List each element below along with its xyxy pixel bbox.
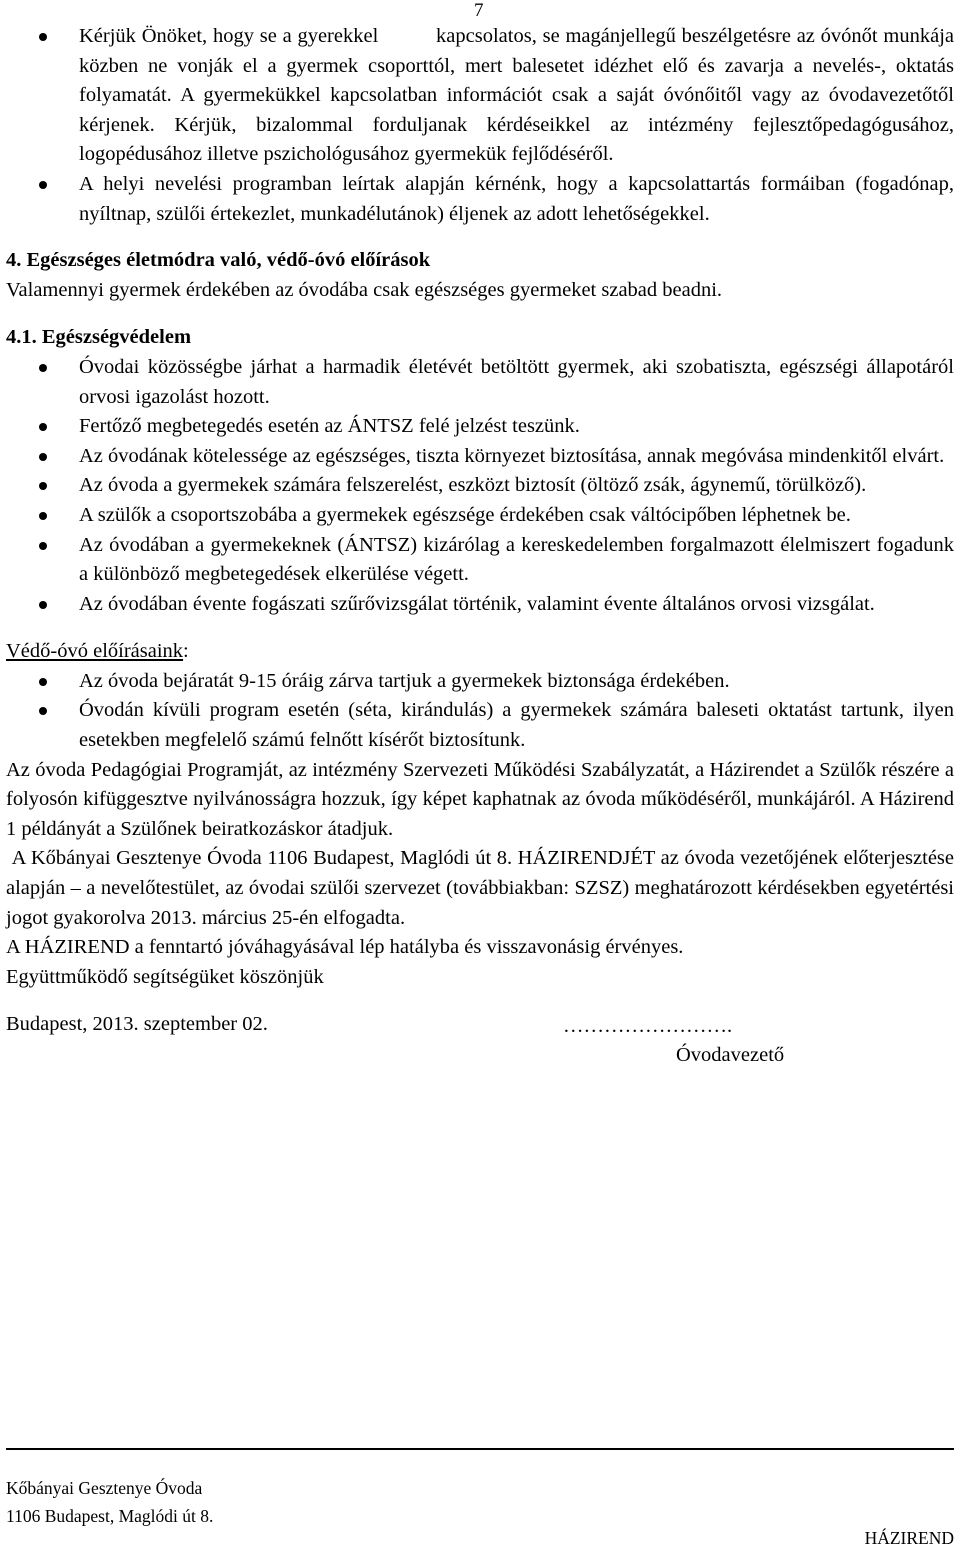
list-item: Az óvodának kötelessége az egészséges, tiszta környezet biztosítása, annak megóvása mindenkitől elvárt. xyxy=(6,442,954,472)
list-item: Fertőző megbetegedés esetén az ÁNTSZ felé jelzést teszünk. xyxy=(6,412,954,442)
section-4-heading: 4. Egészséges életmódra való, védő-óvó előírások xyxy=(6,249,431,272)
signature-block xyxy=(6,1010,954,1072)
safety-bullet-list xyxy=(6,667,954,756)
list-item: Az óvoda a gyermekek számára felszerelést, eszközt biztosít (öltöző zsák, ágynemű, törülköző). xyxy=(6,471,954,501)
list-item: Kérjük Önöket, hogy se a gyerekkel kapcsolatos, se magánjellegű beszélgetésre az óvónőt munkája közben ne vonják el a gyermek csoporttól, mert balesetet idézhet elő és zavarja a nevelés-, oktatás folyamatát. A gyermekükkel kapcsolatban információt csak a saját óvónőitől vagy az óvodavezetőtől kérjenek. Kérjük, bizalommal forduljanak kérdéseikkel az intézmény fejlesztőpedagógusához, logopédusához illetve pszichológusához gyermekük fejlődéséről. xyxy=(6,22,954,170)
signature-line: ……………………. xyxy=(563,1015,733,1038)
closing-paragraph-4: Együttműködő segítségüket köszönjük xyxy=(6,965,324,988)
list-item: Az óvodában évente fogászati szűrővizsgálat történik, valamint évente általános orvosi vizsgálat. xyxy=(6,590,954,620)
safety-heading xyxy=(6,637,954,667)
signature-title: Óvodavezető xyxy=(676,1044,785,1067)
list-item: Az óvodában a gyermekeknek (ÁNTSZ) kizárólag a kereskedelemben forgalmazott élelmiszert fogadunk a különböző megbetegedések elkerülése végett. xyxy=(6,531,954,590)
footer-document-name: HÁZIREND xyxy=(864,1528,954,1548)
footer-address: 1106 Budapest, Maglódi út 8. xyxy=(6,1506,214,1526)
safety-colon: : xyxy=(183,640,189,663)
list-item: Óvodai közösségbe járhat a harmadik életévét betöltött gyermek, aki szobatiszta, egészségi állapotáról orvosi igazolást hozott. xyxy=(6,353,954,412)
section-4-1-heading: 4.1. Egészségvédelem xyxy=(6,326,192,349)
footer-divider xyxy=(6,1448,954,1450)
list-item: A szülők a csoportszobába a gyermekek egészsége érdekében csak váltócipőben léphetnek be. xyxy=(6,501,954,531)
page-number: 7 xyxy=(474,0,484,21)
closing-paragraph-2: A Kőbányai Gesztenye Óvoda 1106 Budapest, Maglódi út 8. HÁZIRENDJÉT az óvoda vezetőjének előterjesztése alapján – a nevelőtestület, az óvodai szülői szervezet (továbbiakban: SZSZ) meghatározott kérdésekben egyetértési jogot gyakorolva 2013. március 25-én elfogadta. xyxy=(6,847,960,929)
document-body xyxy=(6,22,960,1072)
closing-paragraph-3: A HÁZIREND a fenntartó jóváhagyásával lép hatályba és visszavonásig érvényes. xyxy=(6,936,684,959)
list-item: A helyi nevelési programban leírtak alapján kérnénk, hogy a kapcsolattartás formáiban (fogadónap, nyíltnap, szülői értekezlet, munkadélutánok) éljenek az adott lehetőségekkel. xyxy=(6,170,954,229)
intro-bullet-list xyxy=(6,22,960,229)
signature-date: Budapest, 2013. szeptember 02. xyxy=(6,1013,268,1036)
health-bullet-list xyxy=(6,353,954,619)
safety-label: Védő-óvó előírásaink xyxy=(6,640,184,663)
footer-institution: Kőbányai Gesztenye Óvoda xyxy=(6,1478,203,1498)
list-item: Óvodán kívüli program esetén (séta, kirándulás) a gyermekek számára baleseti oktatást tartunk, ilyen esetekben megfelelő számú felnőtt kísérőt biztosítunk. xyxy=(6,696,954,755)
closing-paragraph-1: Az óvoda Pedagógiai Programját, az intézmény Szervezeti Működési Szabályzatát, a Házirendet a Szülők részére a folyosón kifüggesztve nyilvánosságra hozzuk, így képet kaphatnak az óvoda működéséről, munkájáról. A Házirend 1 példányát a Szülőnek beiratkozáskor átadjuk. xyxy=(6,758,954,840)
section-4-text: Valamennyi gyermek érdekében az óvodába csak egészséges gyermeket szabad beadni. xyxy=(6,278,723,301)
list-item: Az óvoda bejáratát 9-15 óráig zárva tartjuk a gyermekek biztonsága érdekében. xyxy=(6,667,954,697)
